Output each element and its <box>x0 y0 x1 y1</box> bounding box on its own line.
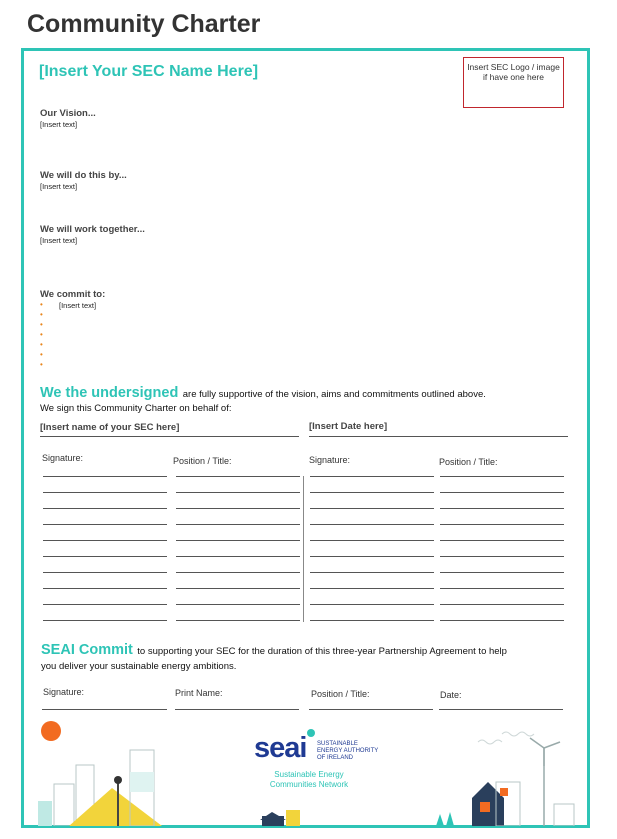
undersigned-line2: We sign this Community Charter on behalf of: <box>40 403 232 414</box>
signature-line <box>440 604 564 605</box>
logo-placeholder-box: Insert SEC Logo / image if have one here <box>463 57 564 108</box>
seai-position-label: Position / Title: <box>311 689 370 699</box>
signature-line <box>176 540 300 541</box>
building-icon <box>54 784 74 826</box>
signature-line <box>176 588 300 589</box>
vision-heading: Our Vision... <box>40 108 96 119</box>
sec-name-placeholder: [Insert Your SEC Name Here] <box>39 63 259 80</box>
signature-line <box>176 476 300 477</box>
tree-icon <box>436 814 444 826</box>
authority-line3: OF IRELAND <box>317 755 354 761</box>
seai-signature-label: Signature: <box>43 687 85 697</box>
charter-frame <box>21 48 590 828</box>
building-icon <box>38 801 52 826</box>
house-icon <box>262 816 284 826</box>
signature-line <box>176 524 300 525</box>
wind-turbine-blade-icon <box>530 738 544 748</box>
signature-line <box>310 524 434 525</box>
sun-icon <box>41 721 61 741</box>
commit-bullet: • <box>40 300 43 309</box>
signature-line <box>440 620 564 621</box>
signature-line <box>440 524 564 525</box>
commit-bullet: • <box>40 310 43 319</box>
commit-heading: We commit to: <box>40 289 106 300</box>
signature-line <box>440 572 564 573</box>
commit-text: [Insert text] <box>59 301 97 310</box>
work-together-heading: We will work together... <box>40 224 145 235</box>
commit-bullet: • <box>40 340 43 349</box>
signature-line <box>176 620 300 621</box>
signature-line <box>43 604 167 605</box>
community-illustration <box>24 712 588 826</box>
signature-line <box>43 476 167 477</box>
signature-line <box>176 556 300 557</box>
seai-commit-rest: to supporting your SEC for the duration of this three-year Partnership Agreement to help <box>137 646 507 657</box>
seai-commit-line2: you deliver your sustainable energy ambitions. <box>41 661 237 672</box>
building-window-icon <box>130 772 154 792</box>
signature-line <box>440 508 564 509</box>
sec-name-line <box>40 436 299 437</box>
print-name-line <box>175 709 299 710</box>
signature-line <box>310 604 434 605</box>
position-label: Position / Title: <box>173 456 232 466</box>
work-together-text: [Insert text] <box>40 236 78 245</box>
network-line2: Communities Network <box>269 780 349 789</box>
column-divider <box>303 476 304 622</box>
sec-name-field: [Insert name of your SEC here] <box>40 422 180 433</box>
building-icon <box>554 804 574 826</box>
date-field: [Insert Date here] <box>309 421 388 432</box>
network-line1: Sustainable Energy <box>274 770 344 779</box>
undersigned-lead: We the undersigned <box>40 385 179 401</box>
print-name-label: Print Name: <box>175 688 223 698</box>
page-title: Community Charter <box>27 10 261 38</box>
signature-line <box>176 492 300 493</box>
light-beam-icon <box>69 788 162 826</box>
signature-line <box>310 492 434 493</box>
seai-wordmark: seai <box>254 732 307 764</box>
signature-line <box>310 540 434 541</box>
signature-line <box>440 588 564 589</box>
signature-line <box>310 508 434 509</box>
authority-line2: ENERGY AUTHORITY <box>317 748 379 754</box>
house-window-icon <box>480 802 490 812</box>
seai-signature-line <box>42 709 167 710</box>
signature-label: Signature: <box>42 453 84 463</box>
wind-lines-icon <box>478 732 534 744</box>
signature-line <box>310 556 434 557</box>
signature-line <box>310 588 434 589</box>
seai-position-line <box>309 709 433 710</box>
vision-text: [Insert text] <box>40 120 78 129</box>
signature-line <box>440 556 564 557</box>
signature-line <box>43 524 167 525</box>
seai-commit-line <box>41 641 507 659</box>
signature-line <box>43 620 167 621</box>
commit-bullet: • <box>40 320 43 329</box>
house-roof-icon <box>472 782 504 798</box>
lamp-icon <box>114 776 122 784</box>
authority-line1: SUSTAINABLE <box>317 741 358 747</box>
commit-bullet: • <box>40 360 43 369</box>
signature-label: Signature: <box>309 455 351 465</box>
signature-line <box>43 556 167 557</box>
do-this-text: [Insert text] <box>40 182 78 191</box>
position-label: Position / Title: <box>439 457 498 467</box>
signature-line <box>43 588 167 589</box>
date-label: Date: <box>440 690 462 700</box>
signature-line <box>43 492 167 493</box>
do-this-heading: We will do this by... <box>40 170 127 181</box>
signature-line <box>43 540 167 541</box>
signature-line <box>176 508 300 509</box>
signature-line <box>43 508 167 509</box>
signature-line <box>176 604 300 605</box>
building-window-icon <box>500 788 508 796</box>
seai-commit-lead: SEAI Commit <box>41 642 133 658</box>
undersigned-line <box>40 384 486 402</box>
wind-turbine-blade-icon <box>544 742 560 748</box>
signature-line <box>310 620 434 621</box>
date-line <box>309 436 568 437</box>
tree-icon <box>446 812 454 826</box>
signature-line <box>43 572 167 573</box>
undersigned-rest: are fully supportive of the vision, aims and commitments outlined above. <box>182 389 486 400</box>
commit-bullet: • <box>40 350 43 359</box>
signature-line <box>440 492 564 493</box>
commit-bullet: • <box>40 330 43 339</box>
signature-line <box>440 476 564 477</box>
signature-line <box>176 572 300 573</box>
signature-line <box>310 476 434 477</box>
solar-panel-icon <box>286 810 300 826</box>
date-line <box>439 709 563 710</box>
signature-line <box>440 540 564 541</box>
signature-line <box>310 572 434 573</box>
